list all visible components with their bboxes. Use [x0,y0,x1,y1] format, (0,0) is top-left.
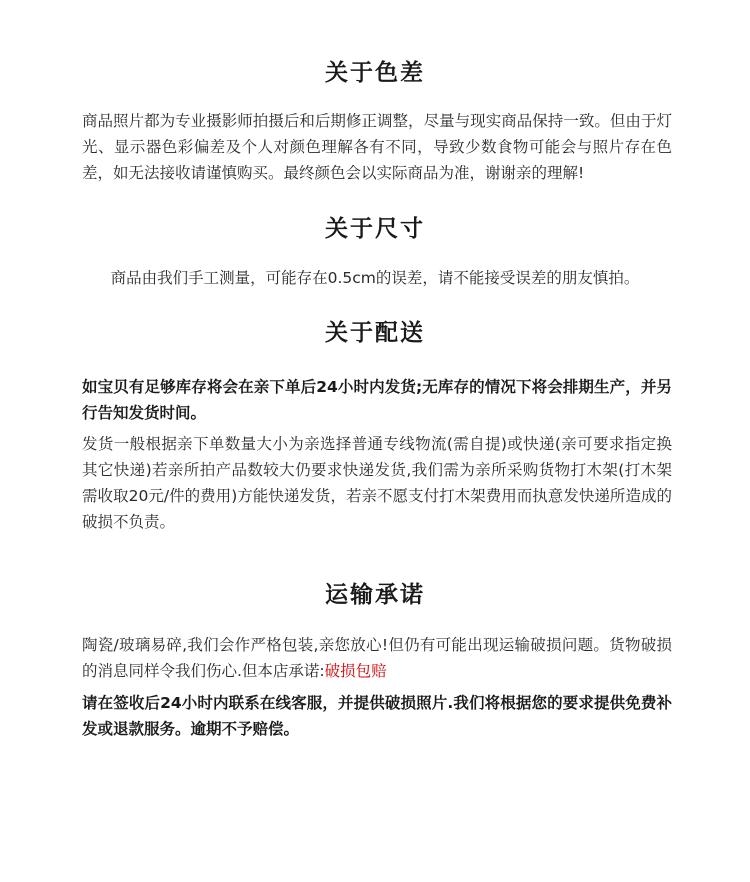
delivery-method-text: 发货一般根据亲下单数量大小为亲选择普通专线物流(需自提)或快递(亲可要求指定换其它快递)若亲所拍产品数较大仍要求快递发货,我们需为亲所采购货物打木架(打木架需收取20元/件的费用)方能快递发货，若亲不愿支付打木架费用而执意发快递所造成的破损不负责。 [82,435,672,531]
shipping-claim-text: 请在签收后24小时内联系在线客服，并提供破损照片.我们将根据您的要求提供免费补发或退款服务。逾期不予赔偿。 [82,694,672,738]
section-title-shipping-promise: 运输承诺 [325,582,425,608]
delivery-stock-text: 如宝贝有足够库存将会在亲下单后24小时内发货;无库存的情况下将会排期生产，并另行告知发货时间。 [82,378,672,422]
color-difference-text: 商品照片都为专业摄影师拍摄后和后期修正调整，尽量与现实商品保持一致。但由于灯光、显示器色彩偏差及个人对颜色理解各有不同，导致少数食物可能会与照片存在色差，如无法接收请谨慎购买。最终颜色会以实际商品为准，谢谢亲的理解! [82,112,672,182]
section-title-delivery: 关于配送 [325,320,425,346]
section-title-color-difference: 关于色差 [325,60,425,86]
section-title-size: 关于尺寸 [325,216,425,242]
damage-compensation-highlight: 破损包赔 [324,662,387,680]
size-text: 商品由我们手工测量，可能存在0.5cm的误差，请不能接受误差的朋友慎拍。 [110,269,640,287]
shipping-fragile-text [82,632,672,684]
shipping-fragile-sentence: 陶瓷/玻璃易碎,我们会作严格包装,亲您放心!但仍有可能出现运输破损问题。货物破损的消息同样令我们伤心.但本店承诺: [82,636,672,680]
